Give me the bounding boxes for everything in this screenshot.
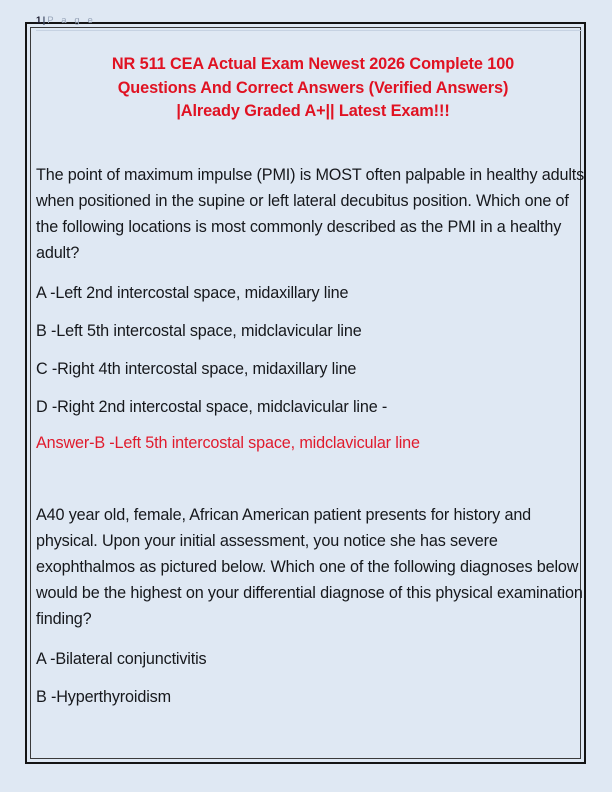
question-option: D -Right 2nd intercostal space, midclavicular line - — [36, 397, 388, 416]
answer-text: Answer-B -Left 5th intercostal space, midclavicular line — [36, 433, 420, 452]
page-number: 1 — [36, 15, 42, 26]
title-line-2: Questions And Correct Answers (Verified Answers) — [117, 78, 509, 97]
page-content — [36, 10, 590, 784]
question-stem: A40 year old, female, African American patient presents for history and physical. Upon your initial assessment, you notice she has severe exophthalmos as pictured below. Which one of the following diagnoses below would be the highest on your differential diagnose of this physical examination finding? — [36, 505, 583, 628]
question-block-2 — [36, 502, 590, 710]
question-option: C -Right 4th intercostal space, midaxillary line — [36, 359, 357, 378]
question-stem: The point of maximum impulse (PMI) is MOST often palpable in healthy adults when positioned in the supine or left lateral decubitus position. Which one of the following locations is most commonly described as the PMI in a healthy adult? — [36, 165, 585, 262]
document-title — [54, 53, 572, 124]
title-line-3: |Already Graded A+|| Latest Exam!!! — [176, 102, 450, 120]
question-block-1 — [36, 162, 590, 456]
running-header — [36, 10, 582, 31]
question-option: B -Hyperthyroidism — [36, 687, 171, 706]
header-separator: | — [42, 15, 46, 26]
block-spacer — [36, 456, 590, 502]
page-label: P a g e — [47, 15, 96, 26]
question-option: A -Left 2nd intercostal space, midaxillary line — [36, 283, 349, 302]
title-line-1: NR 511 CEA Actual Exam Newest 2026 Complete 100 — [111, 55, 515, 73]
question-option: B -Left 5th intercostal space, midclavicular line — [36, 321, 362, 340]
question-option: A -Bilateral conjunctivitis — [36, 649, 207, 668]
